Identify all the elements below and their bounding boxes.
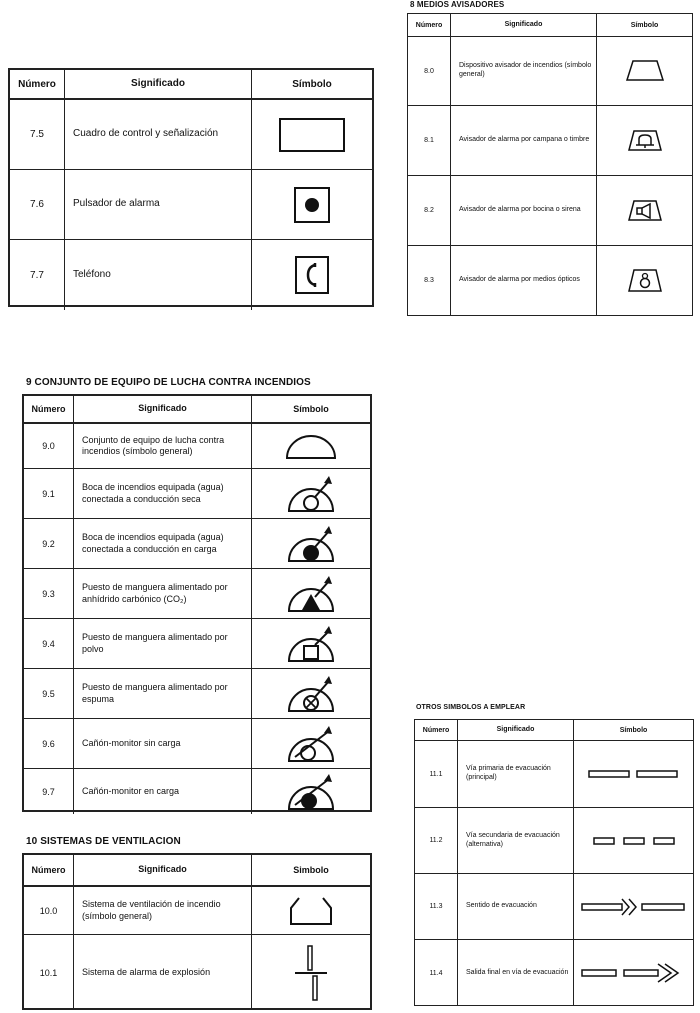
col-header-simbolo: Símbolo	[619, 726, 648, 734]
table-row	[10, 100, 372, 170]
horn-icon	[597, 176, 692, 245]
col-header-numero: Número	[24, 396, 74, 422]
col-header-significado: Significado	[458, 720, 574, 740]
table-row	[24, 719, 370, 769]
row-number: 7.7	[10, 240, 65, 310]
optical-icon	[597, 246, 692, 315]
row-number: 7.5	[10, 100, 65, 169]
table-section-8	[407, 13, 693, 316]
table-row	[24, 769, 370, 814]
row-number: 9.3	[24, 569, 74, 618]
telephone-icon	[252, 240, 372, 310]
col-header-simbolo: Símbolo	[293, 404, 329, 414]
row-meaning: Pulsador de alarma	[65, 170, 252, 239]
section-10-title: 10 SISTEMAS DE VENTILACION	[26, 836, 181, 847]
bell-icon	[597, 106, 692, 175]
row-number: 8.3	[408, 246, 451, 315]
col-header-simbolo: Símbolo	[292, 78, 332, 90]
table-section-10	[22, 853, 372, 1010]
row-number: 9.7	[24, 769, 74, 814]
row-number: 9.5	[24, 669, 74, 718]
table-row	[10, 170, 372, 240]
row-meaning: Avisador de alarma por campana o timbre	[451, 106, 597, 175]
table-row	[415, 741, 693, 808]
row-meaning: Boca de incendios equipada (agua) conectada a conducción seca	[74, 469, 252, 518]
row-meaning: Boca de incendios equipada (agua) conectada a conducción en carga	[74, 519, 252, 568]
col-header-numero: Número	[10, 70, 65, 98]
push-button-icon	[252, 170, 372, 239]
row-number: 11.2	[415, 808, 458, 873]
table-row	[408, 37, 692, 106]
row-meaning: Avisador de alarma por bocina o sirena	[451, 176, 597, 245]
table-row	[24, 887, 370, 935]
table-section-11	[414, 719, 694, 1006]
primary-route-icon	[574, 741, 693, 807]
secondary-route-icon	[574, 808, 693, 873]
row-meaning: Puesto de manguera alimentado por polvo	[74, 619, 252, 668]
row-meaning: Sistema de ventilación de incendio (símbolo general)	[74, 887, 252, 934]
row-number: 8.0	[408, 37, 451, 105]
row-number: 11.1	[415, 741, 458, 807]
table-section-9	[22, 394, 372, 812]
table-row	[24, 619, 370, 669]
section-11-title: OTROS SIMBOLOS A EMPLEAR	[416, 704, 526, 711]
row-meaning: Dispositivo avisador de incendios (símbolo general)	[451, 37, 597, 105]
rectangle-icon	[252, 100, 372, 169]
table-row	[415, 940, 693, 1006]
col-header-significado: Significado	[451, 14, 597, 36]
row-meaning: Salida final en vía de evacuación	[458, 940, 574, 1006]
col-header-significado: Significado	[65, 70, 252, 98]
col-header-significado: Significado	[74, 396, 252, 422]
table-row	[10, 240, 372, 310]
table-row	[408, 246, 692, 315]
table-row	[415, 874, 693, 940]
table-row	[24, 519, 370, 569]
row-meaning: Conjunto de equipo de lucha contra incendios (símbolo general)	[74, 424, 252, 468]
row-number: 7.6	[10, 170, 65, 239]
section-8-title: 8 MEDIOS AVISADORES	[410, 0, 505, 9]
row-number: 9.1	[24, 469, 74, 518]
dome-square-icon	[252, 619, 370, 668]
table-row	[24, 935, 370, 1010]
table-row	[24, 569, 370, 619]
row-meaning: Cañón-monitor en carga	[74, 769, 252, 814]
dome-icon	[252, 424, 370, 468]
row-meaning: Sistema de alarma de explosión	[74, 935, 252, 1010]
final-exit-icon	[574, 940, 693, 1006]
row-number: 9.0	[24, 424, 74, 468]
monitor-empty-icon	[252, 719, 370, 768]
row-number: 8.2	[408, 176, 451, 245]
row-meaning: Teléfono	[65, 240, 252, 310]
monitor-loaded-icon	[252, 769, 370, 814]
table-row	[408, 176, 692, 246]
dome-cross-icon	[252, 669, 370, 718]
row-number: 11.4	[415, 940, 458, 1006]
row-number: 11.3	[415, 874, 458, 939]
col-header-simbolo: Símbolo	[630, 21, 659, 29]
row-number: 9.4	[24, 619, 74, 668]
table-row	[24, 669, 370, 719]
row-number: 10.0	[24, 887, 74, 934]
col-header-significado: Significado	[74, 855, 252, 885]
row-meaning: Vía primaria de evacuación (principal)	[458, 741, 574, 807]
row-meaning: Cañón-monitor sin carga	[74, 719, 252, 768]
table-row	[415, 808, 693, 874]
table-row	[24, 424, 370, 469]
table-row	[24, 469, 370, 519]
row-meaning: Cuadro de control y señalización	[65, 100, 252, 169]
ventilation-icon	[252, 887, 370, 934]
col-header-numero: Número	[24, 855, 74, 885]
row-meaning: Sentido de evacuación	[458, 874, 574, 939]
explosion-alarm-icon	[252, 935, 370, 1010]
row-meaning: Avisador de alarma por medios ópticos	[451, 246, 597, 315]
row-number: 10.1	[24, 935, 74, 1010]
col-header-simbolo: Simbolo	[293, 865, 329, 875]
dome-filled-circle-icon	[252, 519, 370, 568]
trapezoid-icon	[597, 37, 692, 105]
dome-triangle-icon	[252, 569, 370, 618]
table-section-7	[8, 68, 374, 307]
row-meaning: Puesto de manguera alimentado por espuma	[74, 669, 252, 718]
row-number: 9.2	[24, 519, 74, 568]
row-meaning: Vía secundaria de evacuación (alternativa)	[458, 808, 574, 873]
dome-open-circle-icon	[252, 469, 370, 518]
table-row	[408, 106, 692, 176]
col-header-numero: Número	[408, 14, 451, 36]
row-meaning: Puesto de manguera alimentado por anhídrido carbónico (CO₂)	[74, 569, 252, 618]
section-9-title: 9 CONJUNTO DE EQUIPO DE LUCHA CONTRA INCENDIOS	[26, 377, 311, 388]
direction-arrow-icon	[574, 874, 693, 939]
row-number: 8.1	[408, 106, 451, 175]
row-number: 9.6	[24, 719, 74, 768]
col-header-numero: Número	[415, 720, 458, 740]
